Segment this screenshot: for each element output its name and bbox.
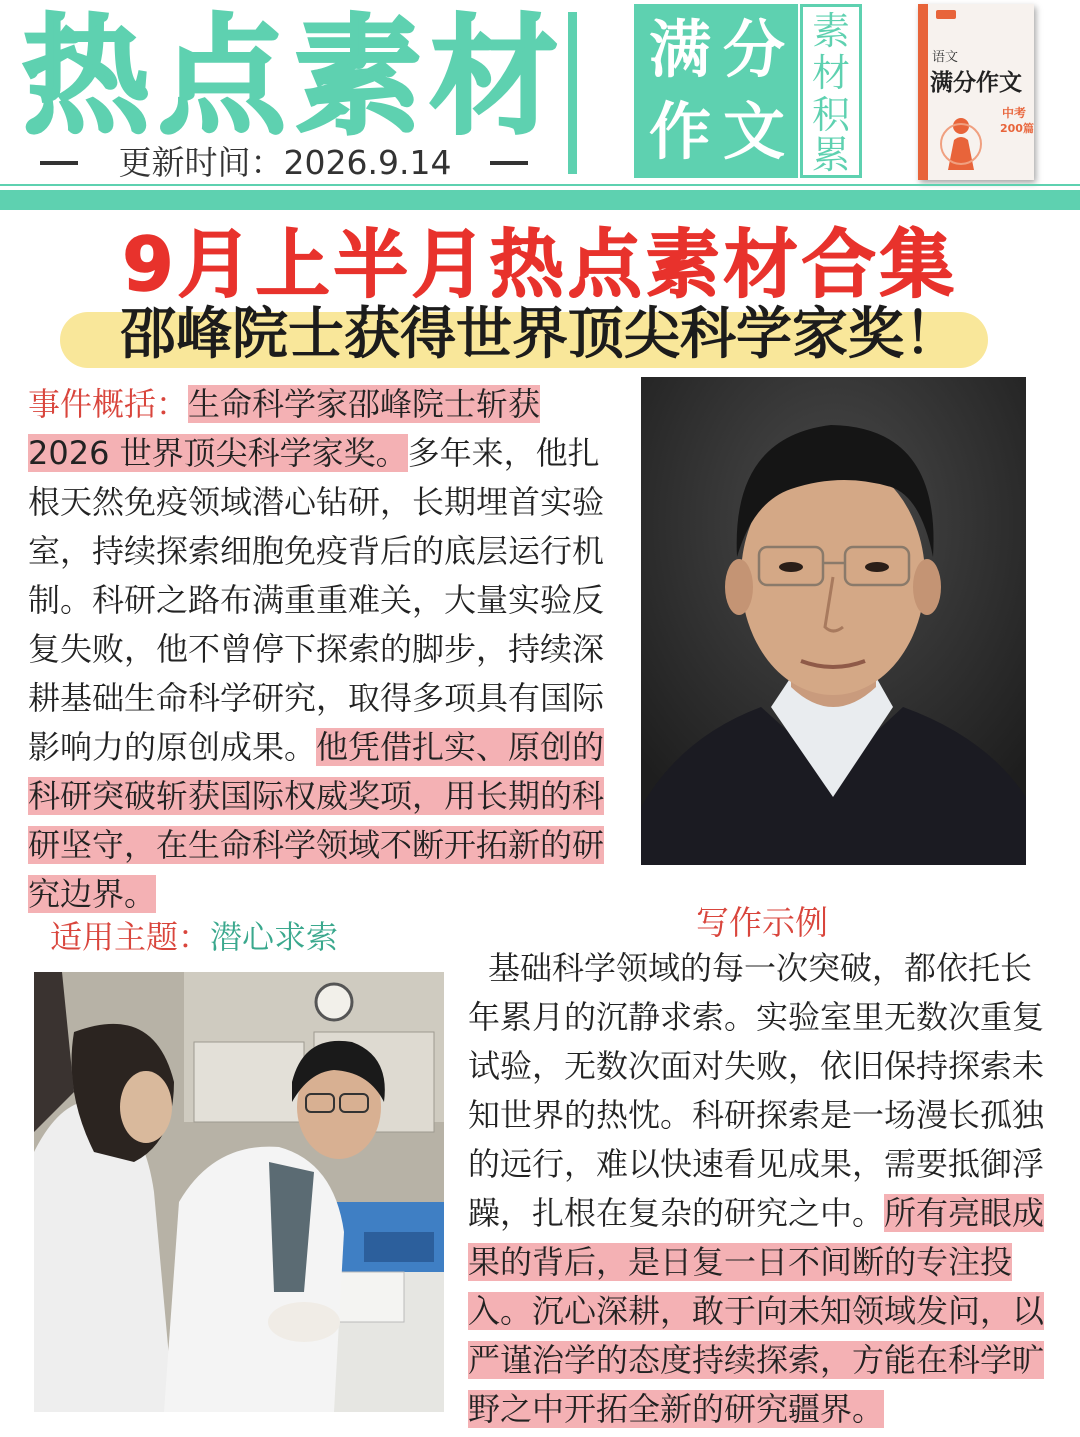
event-text: 多年来，他扎根天然免疫领域潜心钻研，长期埋首实验室，持续探索细胞免疫背后的底层运行机制。科研之路布满重重难关，大量实验反复失败，他不曾停下探索的脚步，持续深耕基础生命科学研究，取得多项具有国际影响力的原创成果。 bbox=[28, 434, 605, 766]
update-time-line bbox=[40, 140, 528, 186]
side-char: 累 bbox=[811, 133, 850, 177]
update-time: 更新时间：2026.9.14 bbox=[118, 143, 452, 182]
side-char: 积 bbox=[811, 93, 850, 137]
book-title: 满分作文 bbox=[930, 70, 1022, 96]
logo-char: 作 bbox=[648, 95, 711, 168]
lab-illustration bbox=[34, 972, 444, 1412]
portrait-illustration bbox=[641, 377, 1026, 865]
header-rule bbox=[0, 184, 1080, 186]
event-highlight-1: 生命科学家邵峰院士斩获2026 世界顶尖科学家奖。 bbox=[28, 385, 541, 472]
dash-left bbox=[40, 161, 78, 165]
dash-right bbox=[490, 161, 528, 165]
logo-char: 满 bbox=[648, 13, 711, 86]
event-highlight-2: 他凭借扎实、原创的科研突破斩获国际权威奖项，用长期的科研坚守，在生命科学领域不断开拓新的研究边界。 bbox=[28, 728, 605, 913]
logo-char: 分 bbox=[722, 13, 785, 86]
side-char: 素 bbox=[811, 9, 850, 53]
writing-example bbox=[468, 944, 1054, 1434]
example-text: 基础科学领域的每一次突破，都依托长年累月的沉静求索。实验室里无数次重复试验，无数次面对失败，依旧保持探索未知世界的热忱。科研探索是一场漫长孤独的远行，难以快速看见成果，需要抵御浮躁，扎根在复杂的研究之中。 bbox=[468, 949, 1045, 1232]
event-label: 事件概括： bbox=[28, 385, 189, 423]
event-summary bbox=[28, 380, 616, 919]
book-cover bbox=[918, 4, 1034, 180]
lab-photo bbox=[34, 972, 444, 1412]
publisher-logo-icon bbox=[936, 10, 956, 19]
theme-label: 适用主题： bbox=[50, 918, 211, 956]
example-highlight: 所有亮眼成果的背后，是日复一日不间断的专注投入。沉心深耕，敢于向未知领域发问，以严谨治学的态度持续探索，方能在科学旷野之中开拓全新的研究疆界。 bbox=[468, 1194, 1045, 1428]
subheadline: 邵峰院士获得世界顶尖科学家奖！ bbox=[120, 301, 960, 367]
logo-char: 文 bbox=[722, 95, 785, 168]
book-spine bbox=[918, 4, 928, 180]
headline: 9月上半月热点素材合集 bbox=[122, 222, 958, 308]
page-title: 热点素材 bbox=[22, 3, 567, 152]
theme-value: 潜心求索 bbox=[210, 918, 339, 956]
book-count: 200篇 bbox=[1000, 122, 1034, 135]
side-char: 材 bbox=[811, 51, 850, 95]
material-accumulation-label bbox=[800, 4, 862, 178]
theme-line bbox=[50, 914, 450, 960]
book-figure-icon bbox=[938, 114, 984, 172]
example-heading: 写作示例 bbox=[696, 903, 828, 942]
book-grade: 中考 bbox=[1002, 106, 1027, 120]
title-divider bbox=[568, 12, 577, 174]
portrait-photo bbox=[641, 377, 1026, 865]
book-subtitle: 语文 bbox=[932, 50, 959, 65]
header-band bbox=[0, 190, 1080, 210]
manfen-zuowen-logo bbox=[634, 4, 798, 178]
